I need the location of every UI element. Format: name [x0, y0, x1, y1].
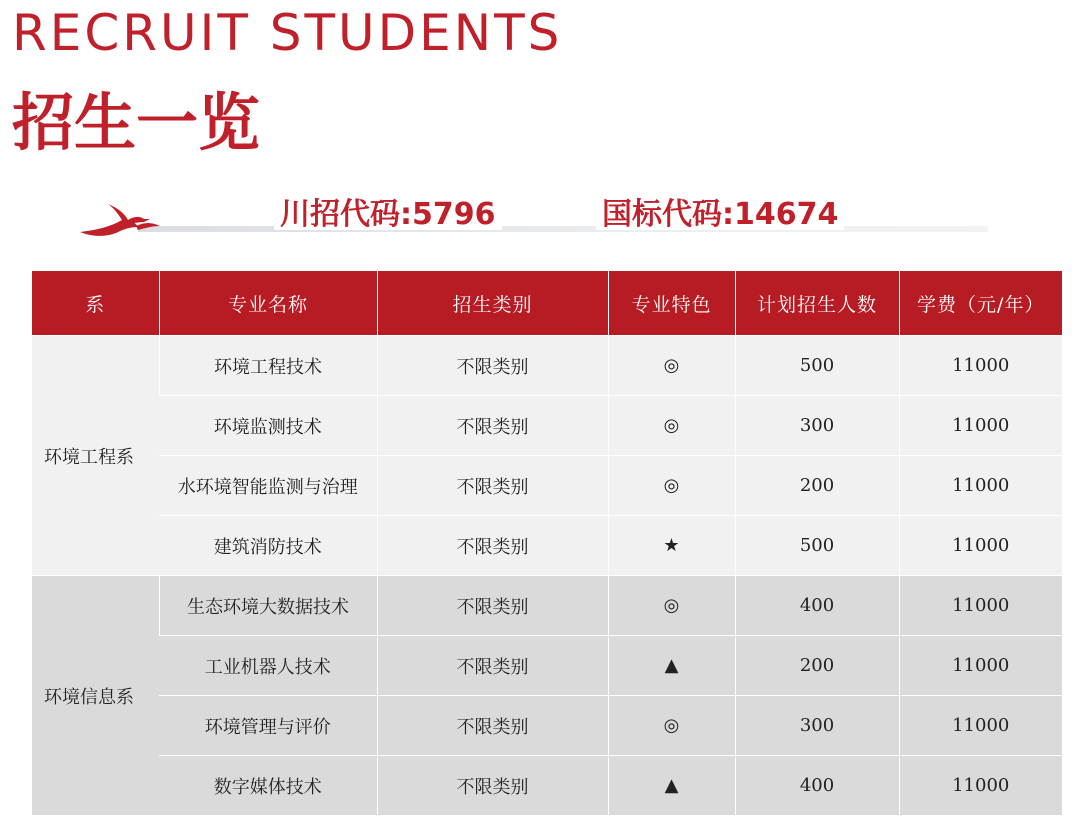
major-cell: 数字媒体技术 [159, 756, 377, 816]
table-row [32, 456, 1062, 516]
major-cell: 建筑消防技术 [159, 516, 377, 576]
fee-cell: 11000 [899, 696, 1062, 756]
category-cell: 不限类别 [377, 636, 608, 696]
fee-cell: 11000 [899, 456, 1062, 516]
table-row [32, 696, 1062, 756]
admission-codes-bar [78, 196, 988, 248]
header-feature: 专业特色 [608, 271, 735, 336]
department-cell: 环境工程系 [32, 336, 159, 576]
major-cell: 工业机器人技术 [159, 636, 377, 696]
header-category: 招生类别 [377, 271, 608, 336]
table-row [32, 756, 1062, 816]
department-cell: 环境信息系 [32, 576, 159, 816]
plan-cell: 500 [735, 336, 899, 396]
feature-icon: ◎ [608, 576, 735, 636]
fee-cell: 11000 [899, 336, 1062, 396]
category-cell: 不限类别 [377, 516, 608, 576]
category-cell: 不限类别 [377, 576, 608, 636]
feature-icon: ▲ [608, 636, 735, 696]
category-cell: 不限类别 [377, 336, 608, 396]
page-title-en: RECRUIT STUDENTS [12, 4, 563, 62]
category-cell: 不限类别 [377, 456, 608, 516]
table-row [32, 396, 1062, 456]
decorative-line [138, 226, 988, 232]
major-cell: 水环境智能监测与治理 [159, 456, 377, 516]
plan-cell: 500 [735, 516, 899, 576]
plan-cell: 200 [735, 636, 899, 696]
category-cell: 不限类别 [377, 696, 608, 756]
major-cell: 生态环境大数据技术 [159, 576, 377, 636]
fee-cell: 11000 [899, 756, 1062, 816]
table-header-row [32, 271, 1062, 336]
feature-icon: ★ [608, 516, 735, 576]
major-cell: 环境管理与评价 [159, 696, 377, 756]
major-cell: 环境监测技术 [159, 396, 377, 456]
feature-icon: ◎ [608, 336, 735, 396]
feature-icon: ▲ [608, 756, 735, 816]
table-row [32, 636, 1062, 696]
table-row [32, 516, 1062, 576]
enrollment-table [32, 271, 1062, 815]
feature-icon: ◎ [608, 696, 735, 756]
plan-cell: 300 [735, 396, 899, 456]
plan-cell: 200 [735, 456, 899, 516]
fee-cell: 11000 [899, 636, 1062, 696]
crane-logo-icon [78, 202, 162, 242]
major-cell: 环境工程技术 [159, 336, 377, 396]
page-title-cn: 招生一览 [12, 86, 261, 159]
category-cell: 不限类别 [377, 756, 608, 816]
table-row [32, 576, 1062, 636]
plan-cell: 400 [735, 576, 899, 636]
fee-cell: 11000 [899, 576, 1062, 636]
header-fee: 学费（元/年） [899, 271, 1062, 336]
fee-cell: 11000 [899, 396, 1062, 456]
sichuan-admission-code: 川招代码:5796 [274, 200, 502, 230]
table-row [32, 336, 1062, 396]
header-plan: 计划招生人数 [735, 271, 899, 336]
plan-cell: 400 [735, 756, 899, 816]
category-cell: 不限类别 [377, 396, 608, 456]
feature-icon: ◎ [608, 396, 735, 456]
header-major: 专业名称 [159, 271, 377, 336]
national-standard-code: 国标代码:14674 [596, 200, 844, 230]
feature-icon: ◎ [608, 456, 735, 516]
plan-cell: 300 [735, 696, 899, 756]
header-department: 系 [32, 271, 159, 336]
fee-cell: 11000 [899, 516, 1062, 576]
